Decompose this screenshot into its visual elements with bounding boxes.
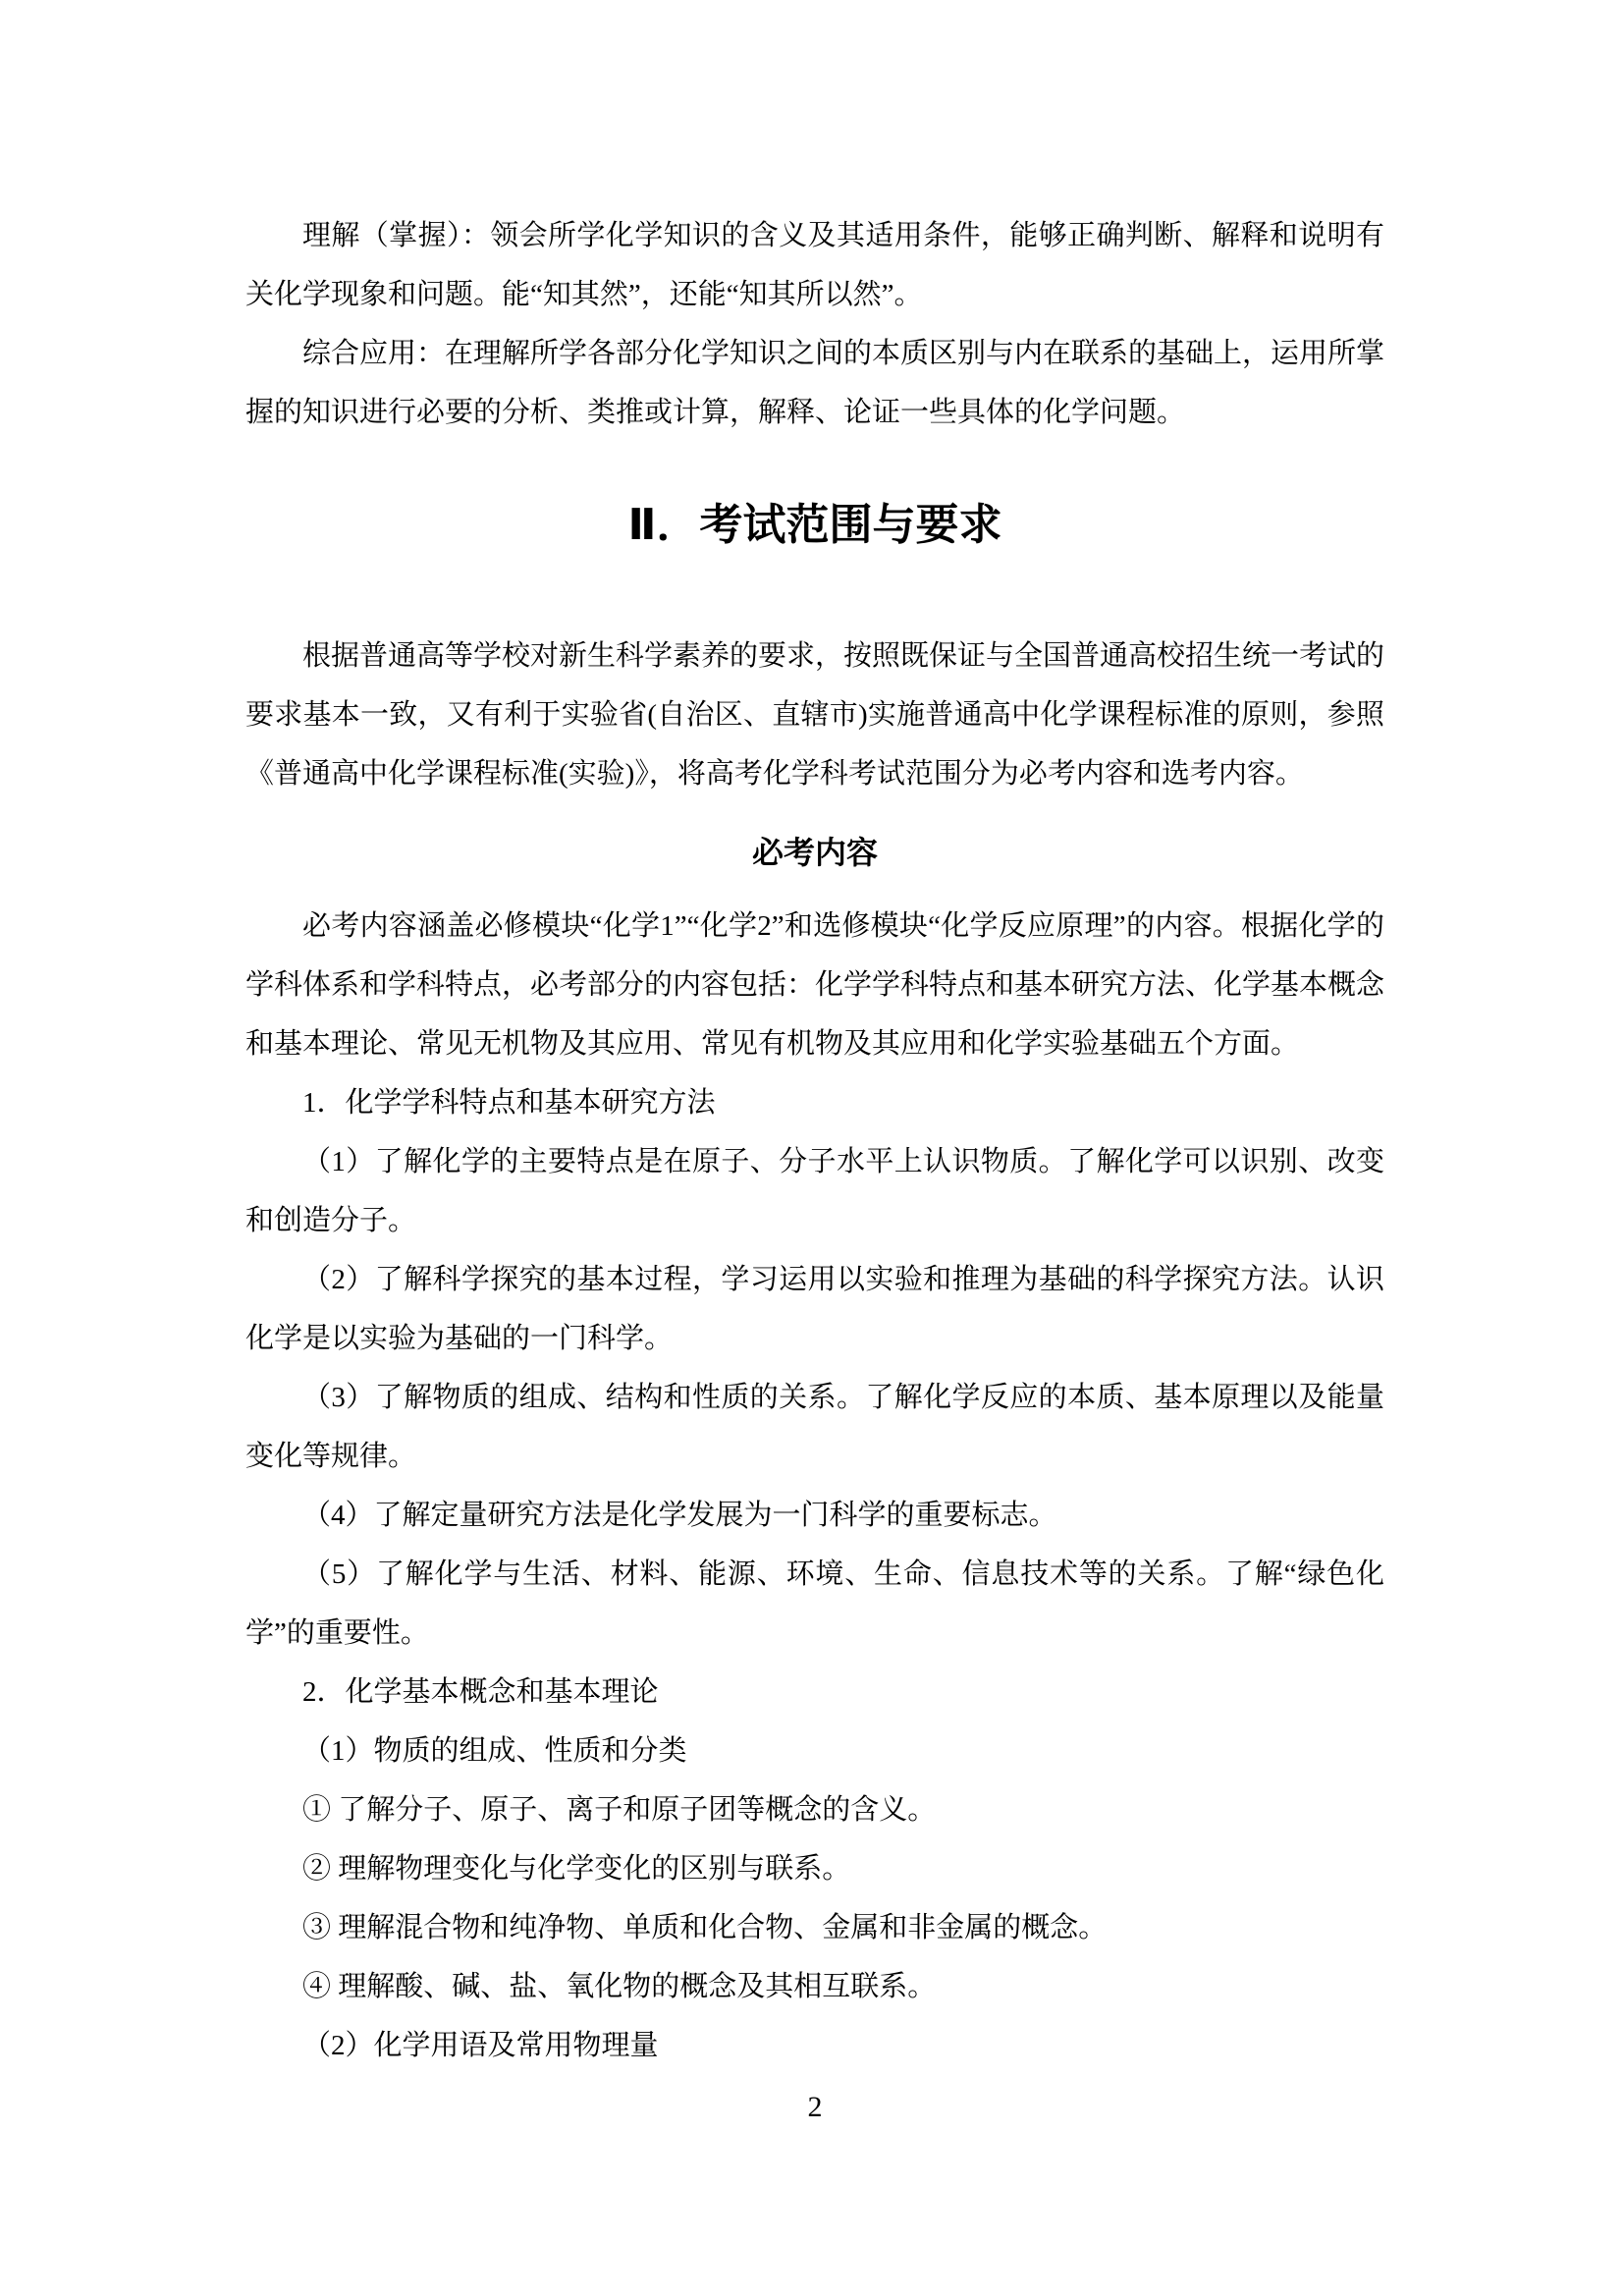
section-2-title: 2．化学基本概念和基本理论 (302, 1676, 659, 1708)
paragraph-comprehensive-application: 综合应用：在理解所学各部分化学知识之间的本质区别与内在联系的基础上，运用所掌握的知识进行必要的分析、类推或计算，解释、论证一些具体的化学问题。 (245, 338, 1385, 428)
subpoint-2-1-3: ③ 理解混合物和纯净物、单质和化合物、金属和非金属的概念。 (302, 1912, 1108, 1943)
point-1-3: （3）了解物质的组成、结构和性质的关系。了解化学反应的本质、基本原理以及能量变化等规律。 (245, 1382, 1384, 1472)
point-1-1: （1）了解化学的主要特点是在原子、分子水平上认识物质。了解化学可以识别、改变和创造分子。 (245, 1146, 1384, 1236)
page-content (245, 206, 1384, 2075)
subpoint-2-1-4: ④ 理解酸、碱、盐、氧化物的概念及其相互联系。 (302, 1971, 937, 2002)
section-1-title: 1．化学学科特点和基本研究方法 (302, 1087, 716, 1119)
heading-exam-scope-and-requirements: Ⅱ．考试范围与要求 (627, 501, 1002, 549)
page-number: 2 (807, 2091, 823, 2123)
point-2-1: （1）物质的组成、性质和分类 (302, 1735, 687, 1767)
subpoint-2-1-1: ① 了解分子、原子、离子和原子团等概念的含义。 (302, 1794, 937, 1826)
paragraph-comprehension-level: 理解（掌握）：领会所学化学知识的含义及其适用条件，能够正确判断、解释和说明有关化学现象和问题。能“知其然”，还能“知其所以然”。 (245, 220, 1384, 310)
point-1-5: （5）了解化学与生活、材料、能源、环境、生命、信息技术等的关系。了解“绿色化学”的重要性。 (245, 1558, 1384, 1649)
heading-compulsory-content: 必考内容 (751, 835, 878, 870)
point-1-4: （4）了解定量研究方法是化学发展为一门科学的重要标志。 (302, 1500, 1057, 1531)
paragraph-scope-introduction: 根据普通高等学校对新生科学素养的要求，按照既保证与全国普通高校招生统一考试的要求基本一致，又有利于实验省(自治区、直辖市)实施普通高中化学课程标准的原则，参照《普通高中化学课程标准(实验)》，将高考化学科考试范围分为必考内容和选考内容。 (245, 640, 1385, 790)
point-2-2: （2）化学用语及常用物理量 (302, 2030, 659, 2061)
paragraph-compulsory-overview: 必考内容涵盖必修模块“化学1”“化学2”和选修模块“化学反应原理”的内容。根据化学的学科体系和学科特点，必考部分的内容包括：化学学科特点和基本研究方法、化学基本概念和基本理论、常见无机物及其应用、常见有机物及其应用和化学实验基础五个方面。 (245, 910, 1385, 1060)
point-1-2: （2）了解科学探究的基本过程，学习运用以实验和推理为基础的科学探究方法。认识化学是以实验为基础的一门科学。 (245, 1264, 1384, 1354)
subpoint-2-1-2: ② 理解物理变化与化学变化的区别与联系。 (302, 1853, 851, 1885)
